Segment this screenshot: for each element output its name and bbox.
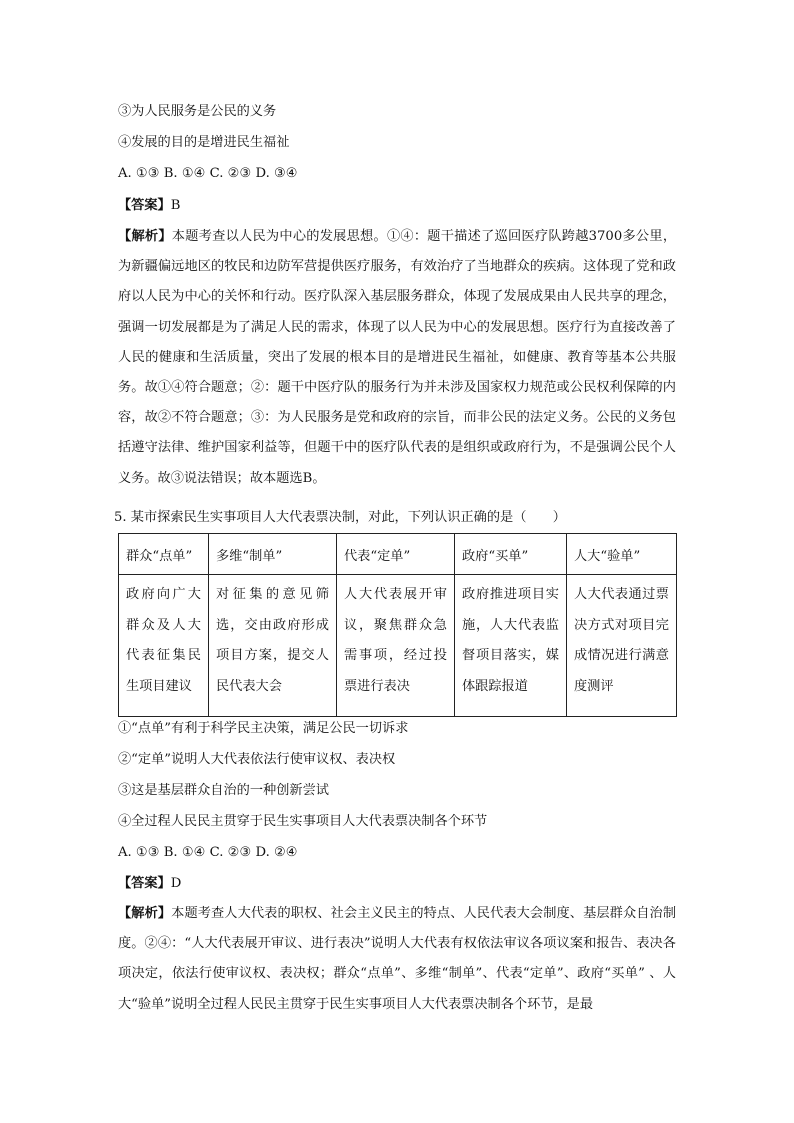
answer-label: 【答案】 bbox=[118, 876, 171, 891]
table-header-row bbox=[119, 534, 677, 575]
table-cell: 政府向广大群众及人大代表征集民生项目建议 bbox=[119, 575, 209, 717]
q5-analysis bbox=[118, 899, 676, 1023]
table-cell: 人大代表通过票决方式对项目完成情况进行满意度测评 bbox=[567, 575, 677, 717]
table-cell: 对征集的意见筛选，交由政府形成项目方案，提交人民代表大会 bbox=[209, 575, 337, 717]
q4-analysis bbox=[118, 222, 676, 502]
table-header: 多维“制单” bbox=[209, 534, 337, 575]
analysis-label: 【解析】 bbox=[118, 229, 172, 244]
q4-answer bbox=[118, 196, 180, 216]
table-row bbox=[119, 575, 677, 717]
q5-option-3: ③这是基层群众自治的一种创新尝试 bbox=[118, 783, 329, 798]
answer-label: 【答案】 bbox=[118, 198, 171, 213]
q4-option-3: ③为人民服务是公民的义务 bbox=[118, 104, 277, 119]
q5-table bbox=[118, 533, 677, 717]
q5-option-1: ①“点单”有利于科学民主决策，满足公民一切诉求 bbox=[118, 721, 409, 736]
q5-answer bbox=[118, 874, 181, 894]
q5-option-2: ②“定单”说明人大代表依法行使审议权、表决权 bbox=[118, 752, 396, 767]
q5-stem: 5. 某市探索民生实事项目人大代表票决制，对此，下列认识正确的是（ ） bbox=[114, 510, 566, 525]
table-header: 政府“买单” bbox=[455, 534, 567, 575]
answer-value: D bbox=[170, 876, 182, 891]
answer-value: B bbox=[170, 198, 181, 213]
q4-choices: A. ①③ B. ①④ C. ②③ D. ③④ bbox=[118, 166, 298, 181]
q5-option-4: ④全过程人民民主贯穿于民生实事项目人大代表票决制各个环节 bbox=[118, 814, 488, 829]
analysis-label: 【解析】 bbox=[118, 906, 172, 921]
table-header: 群众“点单” bbox=[119, 534, 209, 575]
analysis-text: 本题考查以人民为中心的发展思想。①④：题干描述了巡回医疗队跨越3700多公里，为新疆偏远地区的牧民和边防军营提供医疗服务，有效治疗了当地群众的疾病。这体现了党和政府以人民为中心的关怀和行动。医疗队深入基层服务群众，体现了发展成果由人民共享的理念，强调一切发展都是为了满足人民的需求，体现了以人民为中心的发展思想。医疗行为直接改善了人民的健康和生活质量，突出了发展的根本目的是增进民生福祉，如健康、教育等基本公共服务。故①④符合题意；②：题干中医疗队的服务行为并未涉及国家权力规范或公民权利保障的内容，故②不符合题意；③：为人民服务是党和政府的宗旨，而非公民的法定义务。公民的义务包括遵守法律、维护国家利益等，但题干中的医疗队代表的是组织或政府行为，不是强调公民个人义务。故③说法错误；故本题选B。 bbox=[118, 229, 676, 486]
table-cell: 政府推进项目实施，人大代表监督项目落实，媒体跟踪报道 bbox=[455, 575, 567, 717]
q5-choices: A. ①③ B. ①④ C. ②③ D. ②④ bbox=[118, 845, 298, 860]
table-cell: 人大代表展开审议，聚焦群众急需事项，经过投票进行表决 bbox=[337, 575, 455, 717]
analysis-text: 本题考查人大代表的职权、社会主义民主的特点、人民代表大会制度、基层群众自治制度。②④：“人大代表展开审议、进行表决”说明人大代表有权依法审议各项议案和报告、表决各项决定，依法行使审议权、表决权；群众“点单”、多维“制单”、代表“定单”、政府“买单” 、人大“验单”说明全过程人民民主贯穿于民生实事项目人大代表票决制各个环节，是最 bbox=[118, 906, 676, 1012]
table-header: 人大“验单” bbox=[567, 534, 677, 575]
table-header: 代表“定单” bbox=[337, 534, 455, 575]
q4-option-4: ④发展的目的是增进民生福祉 bbox=[118, 135, 290, 150]
